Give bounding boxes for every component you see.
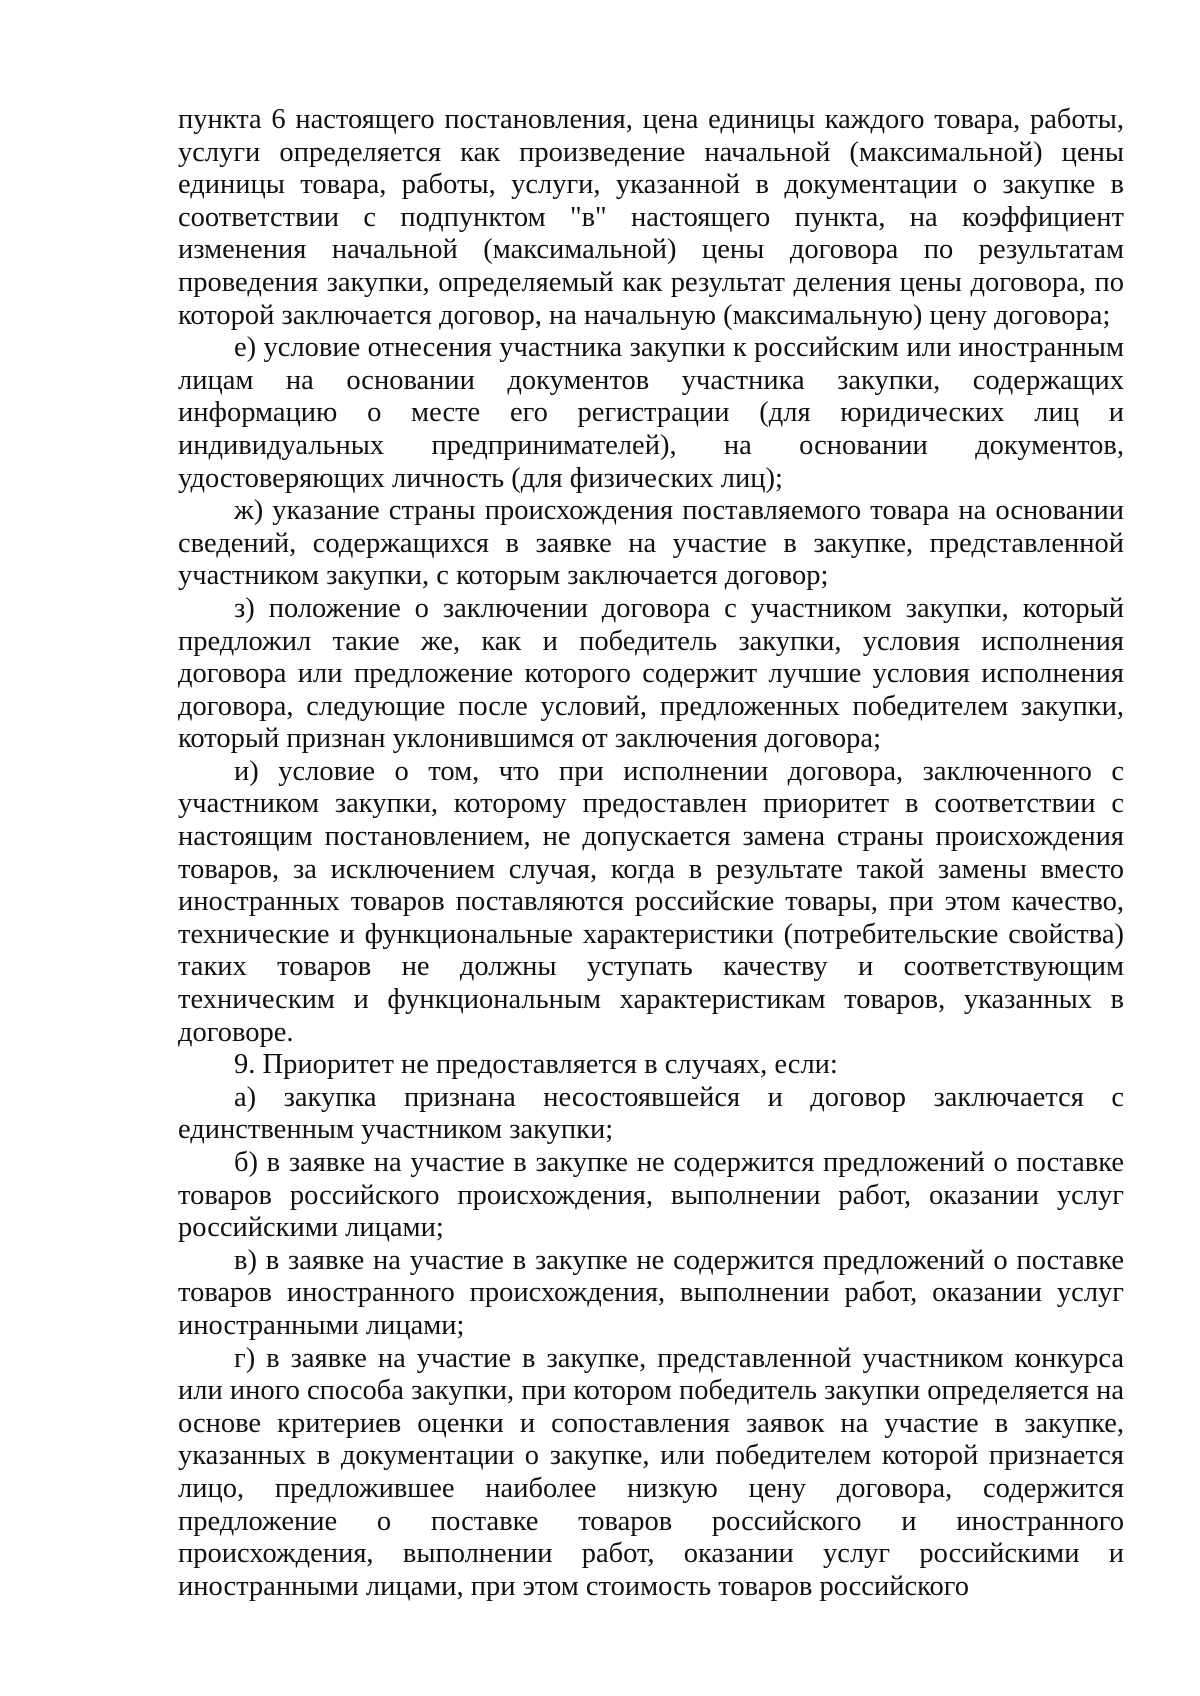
paragraph-price-unit: пункта 6 настоящего постановления, цена единицы каждого товара, работы, услуги определяется как произведение начальной (максимальной) цены единицы товара, работы, услуги, указанной в документации о закупке в соответствии с подпунктом "в" настоящего пункта, на коэффициент изменения начальной (максимальной) цены договора по результатам проведения закупки, определяемый как результат деления цены договора, по которой заключается договор, на начальную (максимальную) цену договора; xyxy=(178,104,1124,331)
paragraph-item-a: а) закупка признана несостоявшейся и договор заключается с единственным участником закупки; xyxy=(178,1081,1124,1146)
paragraph-item-e: е) условие отнесения участника закупки к российским или иностранным лицам на основании документов участника закупки, содержащих информацию о месте его регистрации (для юридических лиц и индивидуальных предпринимателей), на основании документов, удостоверяющих личность (для физических лиц); xyxy=(178,332,1124,494)
paragraph-item-v: в) в заявке на участие в закупке не содержится предложений о поставке товаров иностранного происхождения, выполнении работ, оказании услуг иностранными лицами; xyxy=(178,1244,1124,1341)
paragraph-item-b: б) в заявке на участие в закупке не содержится предложений о поставке товаров российского происхождения, выполнении работ, оказании услуг российскими лицами; xyxy=(178,1147,1124,1244)
document-page xyxy=(178,104,1124,1603)
paragraph-item-z: з) положение о заключении договора с участником закупки, который предложил такие же, как и победитель закупки, условия исполнения договора или предложение которого содержит лучшие условия исполнения договора, следующие после условий, предложенных победителем закупки, который признан уклонившимся от заключения договора; xyxy=(178,592,1124,755)
paragraph-section-9: 9. Приоритет не предоставляется в случаях, если: xyxy=(234,1049,838,1081)
paragraph-item-i: и) условие о том, что при исполнении договора, заключенного с участником закупки, которому предоставлен приоритет в соответствии с настоящим постановлением, не допускается замена страны происхождения товаров, за исключением случая, когда в результате такой замены вместо иностранных товаров поставляются российские товары, при этом качество, технические и функциональные характеристики (потребительские свойства) таких товаров не должны уступать качеству и соответствующим техническим и функциональным характеристикам товаров, указанных в договоре. xyxy=(178,755,1124,1048)
paragraph-item-g: г) в заявке на участие в закупке, представленной участником конкурса или иного способа закупки, при котором победитель закупки определяется на основе критериев оценки и сопоставления заявок на участие в закупке, указанных в документации о закупке, или победителем которой признается лицо, предложившее наиболее низкую цену договора, содержится предложение о поставке товаров российского и иностранного происхождения, выполнении работ, оказании услуг российскими и иностранными лицами, при этом стоимость товаров российского xyxy=(178,1342,1124,1602)
paragraph-item-zh: ж) указание страны происхождения поставляемого товара на основании сведений, содержащихся в заявке на участие в закупке, представленной участником закупки, с которым заключается договор; xyxy=(178,495,1124,592)
